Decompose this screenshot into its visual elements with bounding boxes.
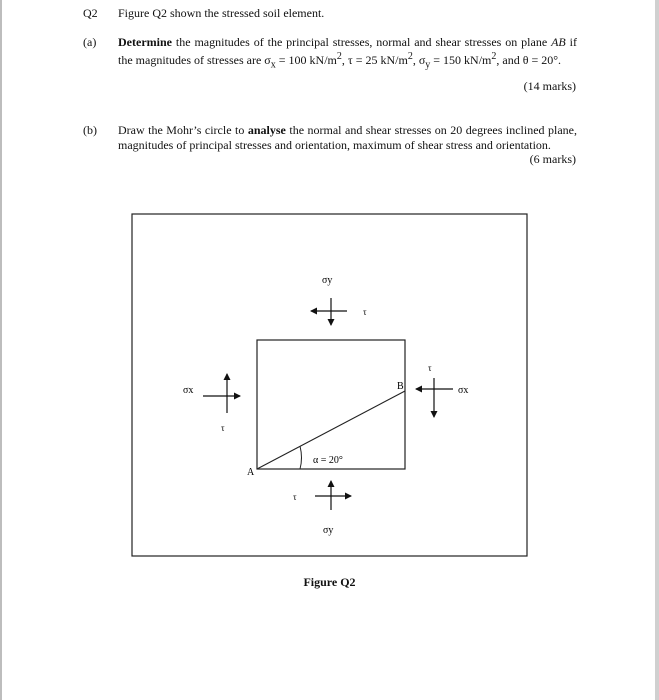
point-a-label: A (247, 467, 255, 478)
tau-right-label: τ (428, 363, 432, 373)
part-a-line1: the magnitudes of the principal stresses, normal and shear stresses on plane (171, 35, 548, 49)
question-number: Q2 (83, 6, 98, 20)
sigma-y-top-label: σy (322, 275, 333, 286)
sigma-x-right-label: σx (458, 385, 469, 396)
part-b-text-before: Draw the Mohr’s circle to (118, 123, 248, 137)
part-b-bold-word: analyse (247, 123, 286, 137)
tau-bottom-label: τ (293, 492, 297, 502)
sigma-y-subscript: y (425, 58, 431, 70)
tau-left-label: τ (221, 423, 225, 433)
part-a-marks: (14 marks) (523, 79, 576, 93)
part-a-line2-text: if the magnitudes of stresses are σ (118, 35, 577, 67)
angle-label: α = 20° (313, 455, 343, 466)
theta-lead: , and θ (496, 52, 529, 67)
part-b-text-after: the normal and shear stresses on 20 degrees inclined plane, magnitudes of principal stresses and orientation, maximum of shear stress and orientation. (118, 123, 578, 152)
tau-top-label: τ (363, 307, 367, 317)
point-b-label: B (397, 381, 404, 392)
theta-value: = 20°. (531, 52, 562, 67)
question-intro: Figure Q2 shown the stressed soil element. (118, 6, 325, 20)
part-b-label: (b) (83, 123, 97, 137)
unit-square-1: 2 (336, 50, 342, 62)
sigma-y-bottom-label: σy (323, 525, 334, 536)
soil-element (257, 340, 405, 469)
tau-value: , τ = 25 kN/m (341, 52, 408, 67)
part-b-marks: (6 marks) (529, 152, 576, 166)
sigma-y-value: = 150 kN/m (430, 52, 492, 67)
part-a-label: (a) (83, 35, 97, 49)
sigma-y-lead: , σ (412, 52, 426, 67)
unit-square-3: 2 (491, 50, 497, 62)
sigma-x-value: = 100 kN/m (275, 52, 337, 67)
sigma-x-left-label: σx (183, 385, 194, 396)
figure-caption: Figure Q2 (303, 575, 356, 589)
unit-square-2: 2 (407, 50, 413, 62)
sigma-x-subscript: x (270, 58, 276, 70)
plane-ab-label: AB (551, 35, 566, 49)
part-a-bold-lead: Determine (118, 35, 172, 49)
angle-arc (300, 446, 302, 469)
